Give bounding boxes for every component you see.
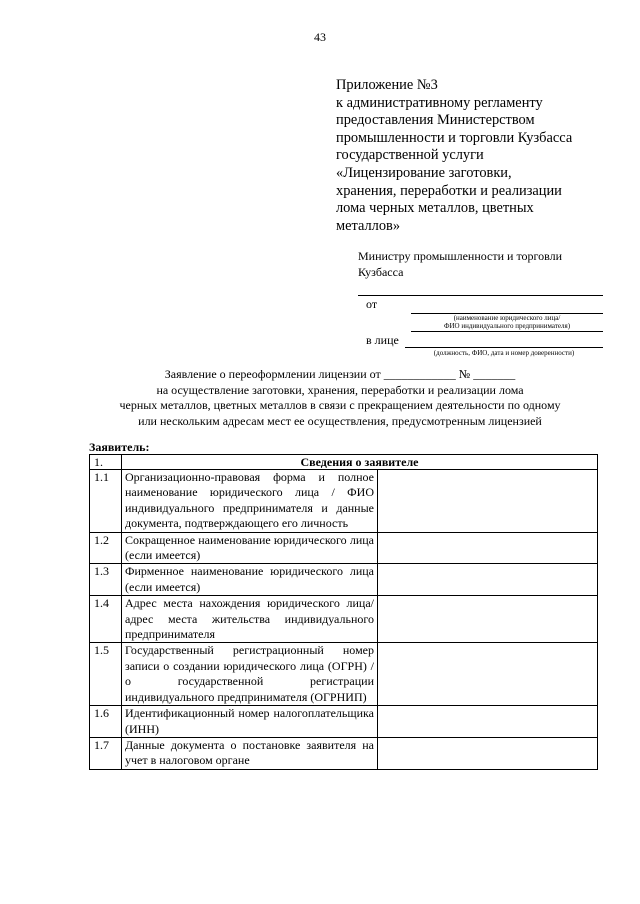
table-row bbox=[90, 737, 598, 769]
row-value-cell[interactable] bbox=[378, 737, 598, 769]
header-num: 1. bbox=[90, 455, 122, 470]
org-line bbox=[411, 331, 603, 332]
addressee-line bbox=[358, 295, 603, 296]
row-label: Государственный регистрационный номер записи о создании юридического лица (ОГРН) / о государственной регистрации индивидуального предпринимателя (ОГРНИП) bbox=[122, 643, 378, 706]
row-value-cell[interactable] bbox=[378, 643, 598, 706]
appendix-line: государственной услуги bbox=[336, 147, 484, 164]
row-value-cell[interactable] bbox=[378, 596, 598, 643]
org-hint-line-2: ФИО индивидуального предпринимателя) bbox=[443, 322, 571, 330]
row-label: Организационно-правовая форма и полное наименование юридического лица / ФИО индивидуального предпринимателя и данные документа, подтверждающего его личность bbox=[122, 470, 378, 533]
table-row bbox=[90, 596, 598, 643]
table-header-row bbox=[90, 455, 598, 470]
header-title: Сведения о заявителе bbox=[122, 455, 598, 470]
appendix-line: предоставления Министерством bbox=[336, 112, 535, 129]
row-num: 1.1 bbox=[90, 470, 122, 533]
row-value-cell[interactable] bbox=[378, 706, 598, 738]
appendix-line: хранения, переработки и реализации bbox=[336, 182, 562, 199]
org-hint-line-1: (наименование юридического лица/ bbox=[453, 314, 561, 322]
title-line: Заявление о переоформлении лицензии от ____________ № _______ bbox=[164, 367, 516, 381]
title-line: или нескольким адресам мест ее осуществления, предусмотренным лицензией bbox=[138, 413, 542, 428]
appendix-line: к административному регламенту bbox=[336, 94, 543, 111]
row-num: 1.5 bbox=[90, 643, 122, 706]
appendix-block bbox=[336, 77, 596, 235]
table-row bbox=[90, 706, 598, 738]
page-number: 43 bbox=[314, 30, 326, 44]
row-label: Фирменное наименование юридического лица (если имеется) bbox=[122, 564, 378, 596]
appendix-line: промышленности и торговли Кузбасса bbox=[336, 129, 573, 146]
table-row bbox=[90, 532, 598, 564]
row-value-cell[interactable] bbox=[378, 470, 598, 533]
row-num: 1.4 bbox=[90, 596, 122, 643]
appendix-line: лома черных металлов, цветных bbox=[336, 200, 534, 217]
person-hint: (должность, ФИО, дата и номер доверенности) bbox=[433, 349, 575, 357]
title-line: на осуществление заготовки, хранения, переработки и реализации лома bbox=[156, 382, 524, 397]
title-line: черных металлов, цветных металлов в связи с прекращением деятельности по одному bbox=[119, 398, 561, 412]
row-label: Идентификационный номер налогоплательщика (ИНН) bbox=[122, 706, 378, 738]
row-num: 1.6 bbox=[90, 706, 122, 738]
person-line bbox=[405, 347, 603, 348]
person-label: в лице bbox=[366, 333, 399, 347]
row-label: Данные документа о постановке заявителя на учет в налоговом органе bbox=[122, 737, 378, 769]
row-label: Сокращенное наименование юридического лица (если имеется) bbox=[122, 532, 378, 564]
row-label: Адрес места нахождения юридического лица/адрес места жительства индивидуального предпринимателя bbox=[122, 596, 378, 643]
table-row bbox=[90, 643, 598, 706]
from-label: от bbox=[366, 297, 378, 311]
appendix-line: «Лицензирование заготовки, bbox=[336, 164, 512, 181]
applicant-label: Заявитель: bbox=[89, 440, 150, 454]
row-value-cell[interactable] bbox=[378, 564, 598, 596]
row-num: 1.3 bbox=[90, 564, 122, 596]
table-row bbox=[90, 564, 598, 596]
addressee: Министру промышленности и торговли Кузбасса bbox=[358, 249, 563, 279]
appendix-line: Приложение №3 bbox=[336, 77, 438, 93]
row-num: 1.2 bbox=[90, 532, 122, 564]
appendix-line: металлов» bbox=[336, 217, 401, 234]
applicant-table bbox=[89, 454, 598, 770]
table-row bbox=[90, 470, 598, 533]
row-num: 1.7 bbox=[90, 737, 122, 769]
application-title bbox=[80, 367, 600, 429]
row-value-cell[interactable] bbox=[378, 532, 598, 564]
